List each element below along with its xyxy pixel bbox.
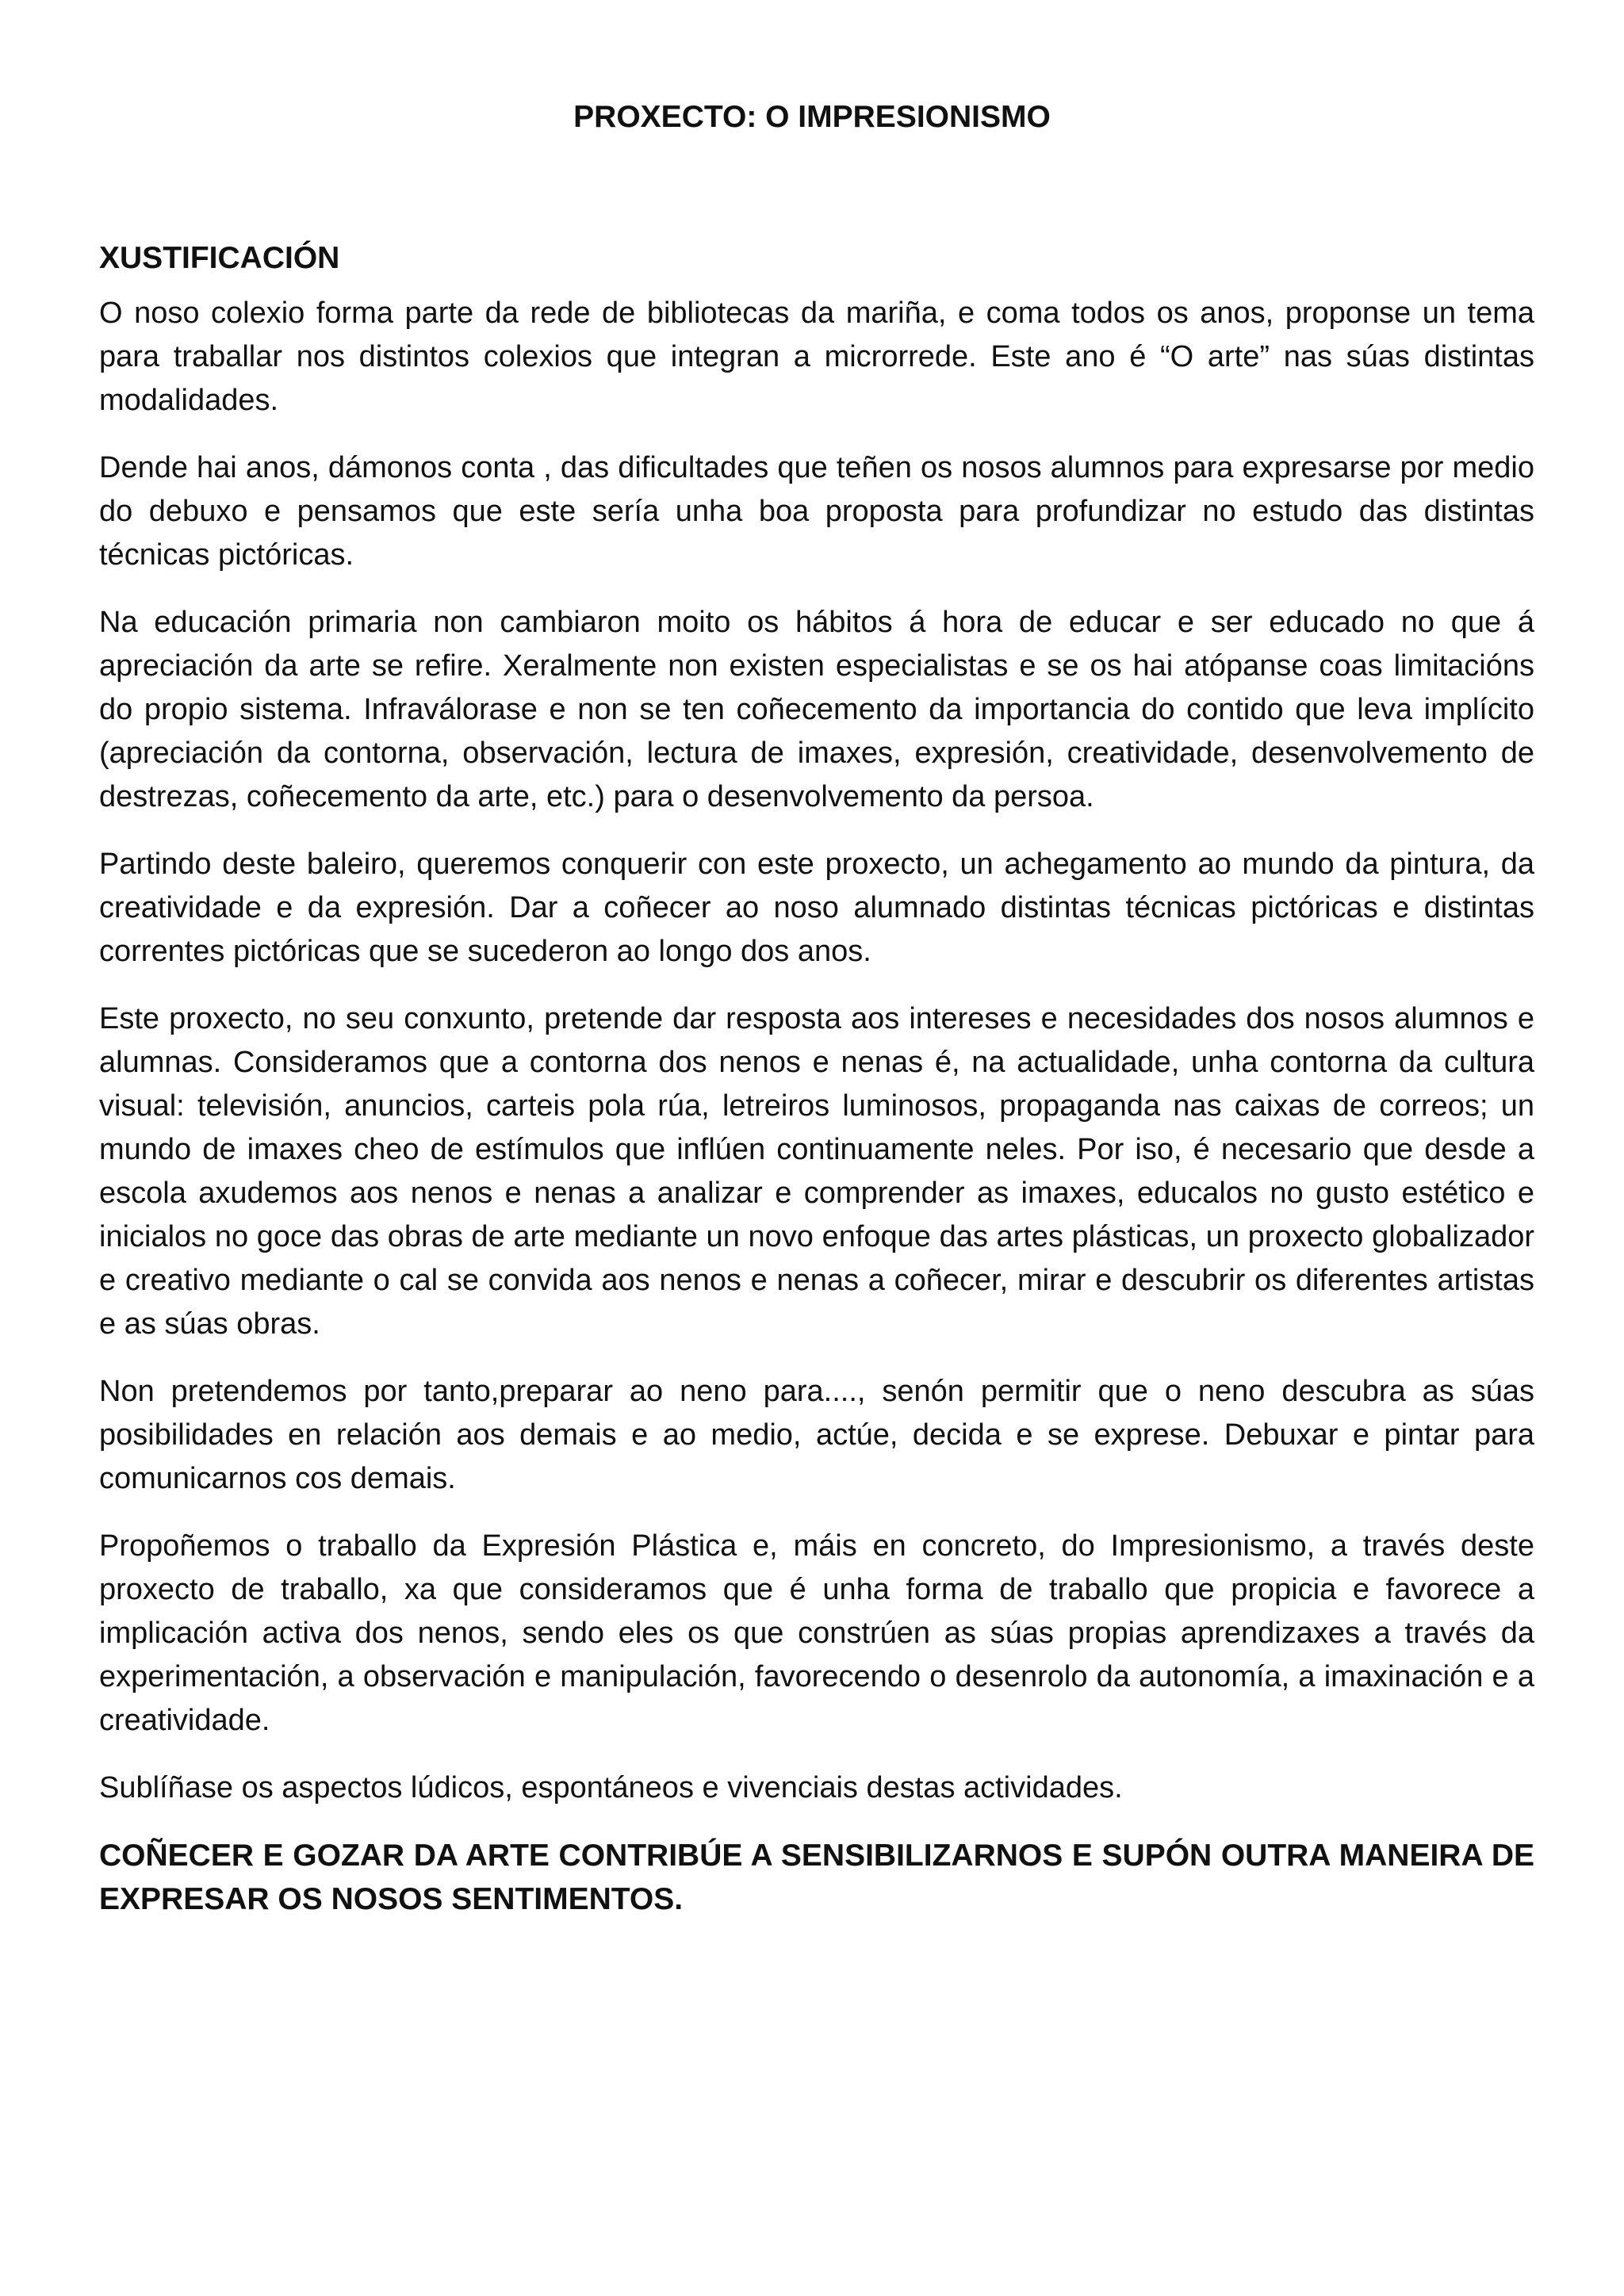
document-title: PROXECTO: O IMPRESIONISMO [573,100,1051,134]
paragraph-2: Dende hai anos, dámonos conta , das dificultades que teñen os nosos alumnos para expresarse por medio do debuxo e pensamos que este sería unha boa proposta para profundizar no estudo das distintas técnicas pictóricas. [99,451,1534,572]
document-body [99,236,1534,1921]
section-heading: XUSTIFICACIÓN [99,241,340,275]
paragraph-3: Na educación primaria non cambiaron moito os hábitos á hora de educar e ser educado no que á apreciación da arte se refire. Xeralmente non existen especialistas e se os hai atópanse coas limitacións do propio sistema. Infraválorase e non se ten coñecemento da importancia do contido que leva implícito (apreciación da contorna, observación, lectura de imaxes, expresión, creatividade, desenvolvemento de destrezas, coñecemento da arte, etc.) para o desenvolvemento da persoa. [99,606,1534,813]
paragraph-6: Non pretendemos por tanto,preparar ao neno para...., senón permitir que o neno descubra as súas posibilidades en relación aos demais e ao medio, actúe, decida e se exprese. Debuxar e pintar para comunicarnos cos demais. [99,1375,1534,1495]
paragraph-8: Sublíñase os aspectos lúdicos, espontáneos e vivenciais destas actividades. [99,1771,1123,1804]
paragraph-4: Partindo deste baleiro, queremos conquerir con este proxecto, un achegamento ao mundo da pintura, da creatividade e da expresión. Dar a coñecer ao noso alumnado distintas técnicas pictóricas e distintas correntes pictóricas que se sucederon ao longo dos anos. [99,848,1534,968]
paragraph-1: O noso colexio forma parte da rede de bibliotecas da mariña, e coma todos os anos, proponse un tema para traballar nos distintos colexios que integran a microrrede. Este ano é “O arte” nas súas distintas modalidades. [99,297,1534,417]
paragraph-7: Propoñemos o traballo da Expresión Plástica e, máis en concreto, do Impresionismo, a través deste proxecto de traballo, xa que consideramos que é unha forma de traballo que propicia e favorece a implicación activa dos nenos, sendo eles os que constrúen as súas propias aprendizaxes a través da experimentación, a observación e manipulación, favorecendo o desenrolo da autonomía, a imaxinación e a creatividade. [99,1529,1534,1737]
closing-statement: COÑECER E GOZAR DA ARTE CONTRIBÚE A SENSIBILIZARNOS E SUPÓN OUTRA MANEIRA DE EXPRESAR OS NOSOS SENTIMENTOS. [99,1839,1534,1916]
paragraph-5: Este proxecto, no seu conxunto, pretende dar resposta aos intereses e necesidades dos nosos alumnos e alumnas. Consideramos que a contorna dos nenos e nenas é, na actualidade, unha contorna da cultura visual: televisión, anuncios, carteis pola rúa, letreiros luminosos, propaganda nas caixas de correos; un mundo de imaxes cheo de estímulos que inflúen continuamente neles. Por iso, é necesario que desde a escola axudemos aos nenos e nenas a analizar e comprender as imaxes, educalos no gusto estético e inicialos no goce das obras de arte mediante un novo enfoque das artes plásticas, un proxecto globalizador e creativo mediante o cal se convida aos nenos e nenas a coñecer, mirar e descubrir os diferentes artistas e as súas obras. [99,1002,1534,1341]
